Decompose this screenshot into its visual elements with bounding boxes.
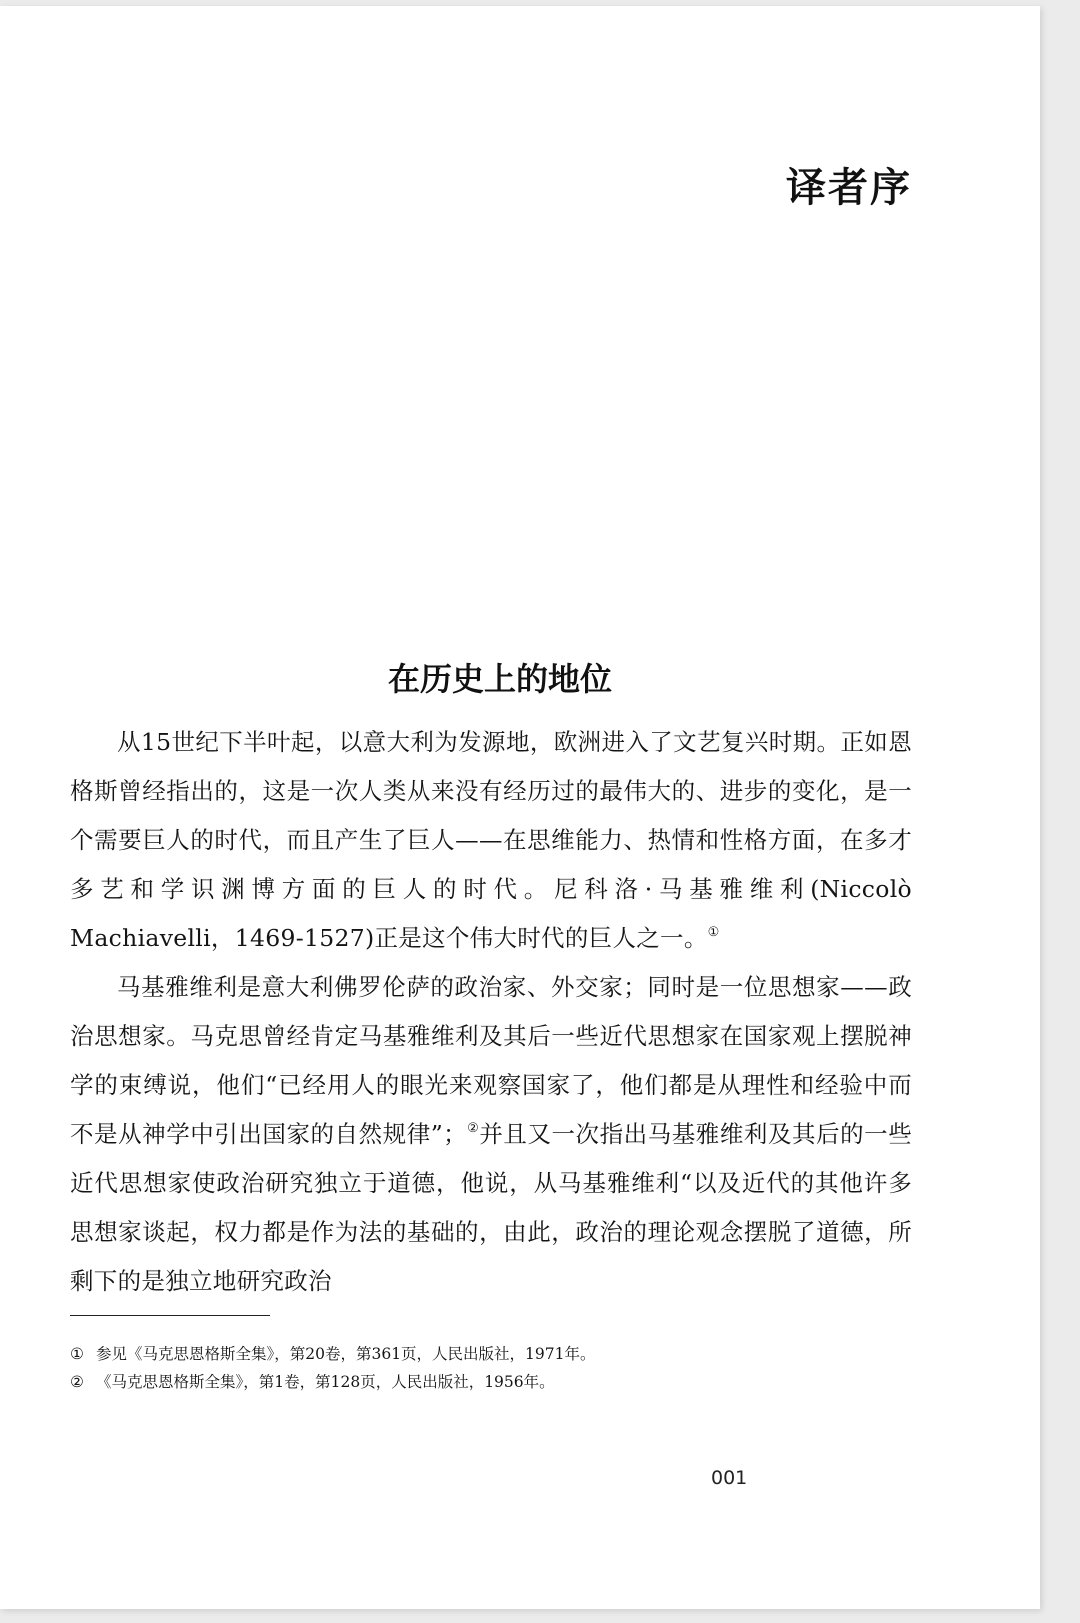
paragraph-2-text-before: 马基雅维利是意大利佛罗伦萨的政治家、外交家；同时是一位思想家——政治思想家。马克思曾经肯定马基雅维利及其后一些近代思想家在国家观上摆脱神学的束缚说，他们“已经用人的眼光来观察国家了，他们都是从理性和经验中而不是从神学中引出国家的自然规律”；: [70, 973, 912, 1148]
footnotes: [70, 1340, 930, 1396]
section-heading: 在历史上的地位: [387, 660, 612, 698]
paragraph-1: [70, 718, 912, 963]
footnote-2: [70, 1368, 930, 1396]
body-text: [70, 718, 912, 1306]
book-page: [0, 6, 1040, 1609]
paragraph-2: [70, 963, 912, 1306]
footnote-ref-1: ①: [707, 925, 720, 940]
footnote-ref-2: ②: [466, 1121, 480, 1136]
footnote-2-mark: ②: [70, 1373, 84, 1391]
footnote-1-text: 参见《马克思恩格斯全集》，第20卷，第361页，人民出版社，1971年。: [96, 1345, 596, 1363]
chapter-title: 译者序: [786, 165, 912, 211]
footnote-1: [70, 1340, 930, 1368]
footnote-2-text: 《马克思恩格斯全集》，第1卷，第128页，人民出版社，1956年。: [96, 1373, 555, 1391]
page-number: 001: [711, 1467, 748, 1489]
footnote-1-mark: ①: [70, 1345, 84, 1363]
footnote-divider: [70, 1315, 270, 1316]
paragraph-1-text: 从15世纪下半叶起，以意大利为发源地，欧洲进入了文艺复兴时期。正如恩格斯曾经指出的，这是一次人类从来没有经历过的最伟大的、进步的变化，是一个需要巨人的时代，而且产生了巨人——在思维能力、热情和性格方面，在多才多艺和学识渊博方面的巨人的时代。尼科洛·马基雅维利(Niccolò Machiavelli，1469-1527)正是这个伟大时代的巨人之一。: [70, 728, 912, 952]
paragraph-2-text-after: 并且又一次指出马基雅维利及其后的一些近代思想家使政治研究独立于道德，他说，从马基雅维利“以及近代的其他许多思想家谈起，权力都是作为法的基础的，由此，政治的理论观念摆脱了道德，所剩下的是独立地研究政治: [70, 1120, 912, 1295]
